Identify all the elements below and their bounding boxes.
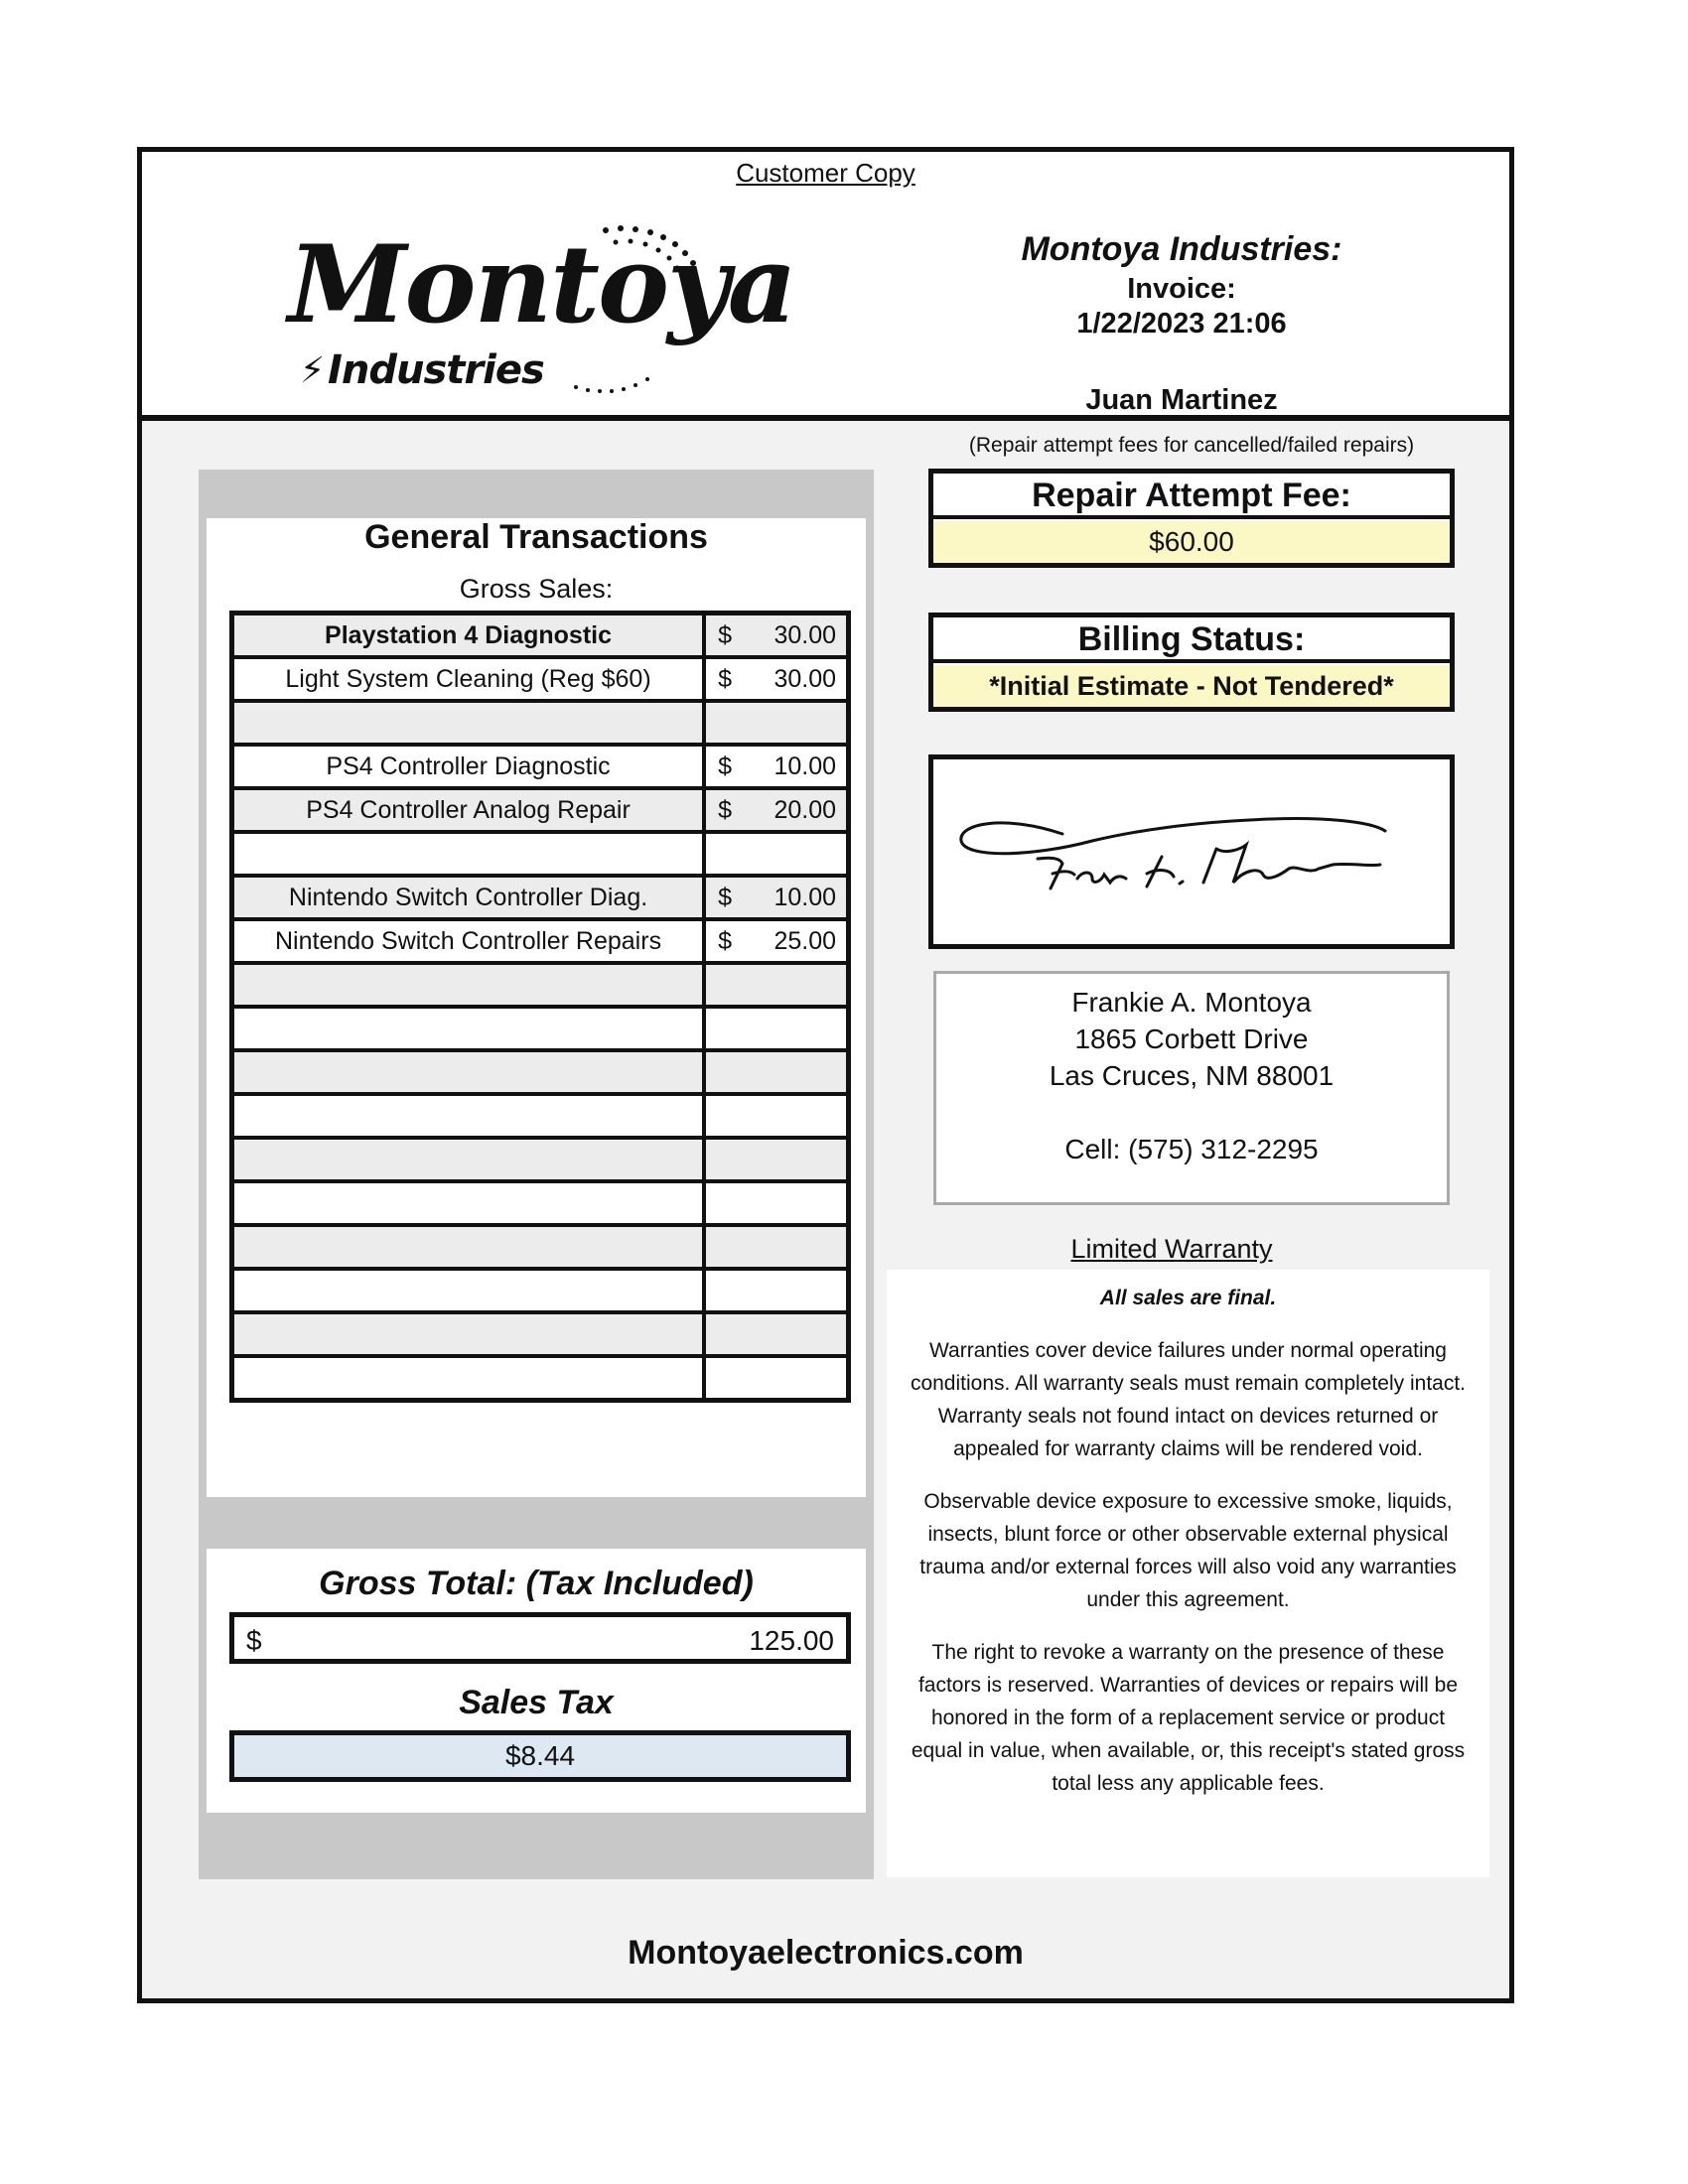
warranty-text-box: [887, 1270, 1489, 1877]
table-row: [232, 919, 849, 963]
item-amount-cell: [704, 1050, 848, 1094]
item-amount-cell: [704, 614, 848, 658]
item-amount-cell: [704, 1269, 848, 1312]
item-amount-cell: [704, 745, 848, 788]
gross-total-value: 125.00: [749, 1625, 834, 1656]
logo-wordmark: Montoya: [288, 222, 795, 347]
sales-tax-title: Sales Tax: [459, 1684, 614, 1721]
item-amount-cell: [704, 1225, 848, 1269]
item-amount-cell: [704, 657, 848, 701]
signature-image: [943, 779, 1440, 928]
item-description: [232, 701, 705, 745]
table-row: [232, 614, 849, 658]
gross-total-currency: $: [246, 1625, 262, 1656]
item-amount: 25.00: [774, 926, 836, 955]
table-row: [232, 657, 849, 701]
repair-fee-value: $60.00: [933, 521, 1450, 563]
gross-total-box: [229, 1612, 851, 1664]
signature-box: [928, 754, 1455, 949]
warranty-paragraph-1: Warranties cover device failures under normal operating conditions. All warranty seals must remain completely intact. Warranty seals not found intact on devices returned or appealed for warranty claims will be rendered void.: [910, 1339, 1467, 1460]
customer-copy-label: Customer Copy: [736, 158, 915, 188]
table-row: [232, 1225, 849, 1269]
item-amount: 30.00: [774, 620, 836, 649]
item-amount-cell: [704, 919, 848, 963]
contact-street: 1865 Corbett Drive: [1074, 1024, 1309, 1054]
website-link[interactable]: Montoyaelectronics.com: [628, 1934, 1024, 1972]
table-row: [232, 1181, 849, 1225]
billing-status-box: [928, 613, 1455, 712]
item-amount-cell: [704, 1094, 848, 1138]
table-row: [232, 1356, 849, 1401]
item-amount: 10.00: [774, 751, 836, 780]
item-description: [232, 1181, 705, 1225]
item-description: [232, 832, 705, 876]
item-amount-cell: [704, 1356, 848, 1401]
item-currency: $: [718, 620, 732, 649]
company-logo: [288, 220, 795, 399]
transactions-title: General Transactions: [364, 518, 708, 556]
item-description: Playstation 4 Diagnostic: [232, 614, 705, 658]
warranty-paragraph-3: The right to revoke a warranty on the presence of these factors is reserved. Warranties of devices or repairs will be honored in the form of a replacement service or product equal in value, when available, or, this receipt's stated gross total less any applicable fees.: [911, 1641, 1466, 1795]
contact-name: Frankie A. Montoya: [1071, 987, 1312, 1018]
invoice-label: Invoice:: [1127, 273, 1236, 305]
item-description: Nintendo Switch Controller Repairs: [232, 919, 705, 963]
repair-fee-box: [928, 469, 1455, 568]
item-description: [232, 1312, 705, 1356]
item-amount-cell: [704, 963, 848, 1007]
item-currency: $: [718, 751, 732, 780]
warranty-final-note: All sales are final.: [1099, 1287, 1277, 1309]
table-row: [232, 832, 849, 876]
billing-status-value: *Initial Estimate - Not Tendered*: [933, 665, 1450, 707]
item-amount-cell: [704, 701, 848, 745]
contact-spacer: [936, 1094, 1447, 1131]
item-description: [232, 1094, 705, 1138]
item-description: PS4 Controller Diagnostic: [232, 745, 705, 788]
item-amount: 10.00: [774, 883, 836, 911]
lightning-icon: ⚡: [300, 349, 326, 390]
gross-sales-label: Gross Sales:: [459, 574, 614, 604]
item-description: [232, 1050, 705, 1094]
warranty-paragraph-2: Observable device exposure to excessive smoke, liquids, insects, blunt force or other observable external physical trauma and/or external forces will also void any warranties under this agreement.: [919, 1490, 1457, 1611]
item-description: [232, 1356, 705, 1401]
invoice-date: 1/22/2023 21:06: [1076, 308, 1287, 340]
line-items-table: [229, 611, 851, 1403]
item-description: Nintendo Switch Controller Diag.: [232, 876, 705, 919]
contact-phone: Cell: (575) 312-2295: [1064, 1134, 1319, 1164]
item-amount-cell: [704, 1138, 848, 1181]
contact-card: [933, 971, 1450, 1205]
table-row: [232, 963, 849, 1007]
item-description: [232, 963, 705, 1007]
item-description: [232, 1225, 705, 1269]
repair-fee-title: Repair Attempt Fee:: [933, 474, 1450, 519]
table-row: [232, 1007, 849, 1050]
item-description: Light System Cleaning (Reg $60): [232, 657, 705, 701]
item-amount: 30.00: [774, 664, 836, 693]
logo-subtitle: Industries: [328, 347, 544, 393]
item-currency: $: [718, 926, 732, 955]
item-description: [232, 1007, 705, 1050]
contact-city: Las Cruces, NM 88001: [1049, 1060, 1335, 1091]
table-row: [232, 788, 849, 832]
item-currency: $: [718, 795, 732, 824]
item-amount-cell: [704, 876, 848, 919]
table-row: [232, 876, 849, 919]
item-amount-cell: [704, 1007, 848, 1050]
table-row: [232, 745, 849, 788]
billing-status-title: Billing Status:: [933, 617, 1450, 663]
item-amount-cell: [704, 832, 848, 876]
table-row: [232, 1269, 849, 1312]
item-amount-cell: [704, 1181, 848, 1225]
item-amount: 20.00: [774, 795, 836, 824]
table-row: [232, 701, 849, 745]
repair-fee-note: (Repair attempt fees for cancelled/failed repairs): [968, 434, 1415, 457]
table-row: [232, 1050, 849, 1094]
item-description: PS4 Controller Analog Repair: [232, 788, 705, 832]
item-description: [232, 1269, 705, 1312]
sales-tax-value: $8.44: [229, 1730, 851, 1782]
item-currency: $: [718, 664, 732, 693]
item-amount-cell: [704, 788, 848, 832]
table-row: [232, 1138, 849, 1181]
table-row: [232, 1094, 849, 1138]
warranty-title: Limited Warranty: [1070, 1234, 1273, 1264]
item-currency: $: [718, 883, 732, 911]
company-name: Montoya Industries:: [1021, 230, 1342, 268]
item-amount-cell: [704, 1312, 848, 1356]
table-row: [232, 1312, 849, 1356]
gross-total-title: Gross Total: (Tax Included): [319, 1565, 754, 1602]
item-description: [232, 1138, 705, 1181]
customer-name: Juan Martinez: [1085, 384, 1278, 416]
